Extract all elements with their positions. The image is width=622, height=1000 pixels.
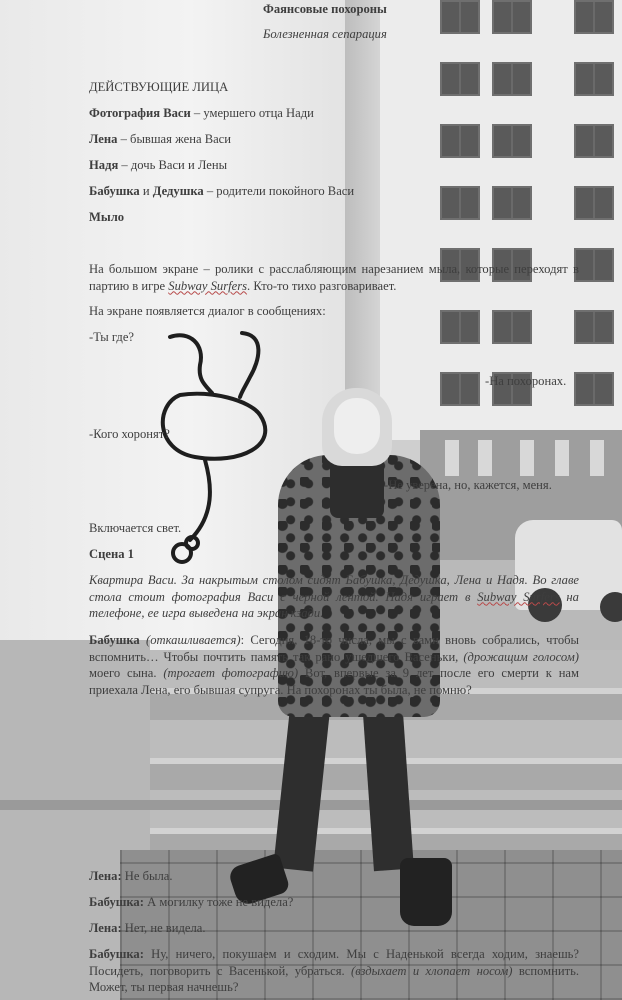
message-left: -Кого хоронят? [89,427,170,441]
speech-text: Вот, впервые за 9 лет после его смерти к нам приехала Лена, его бывшая супруга. На похоронах ты была, не помню? [89,666,579,697]
speech-text: : Сегодня, 18-то числа, мы с вами вновь собрались, чтобы вспомнить… Чтобы почтить память так рано ушедшего Васеньки, [89,633,579,664]
speech-text: вспомнить. Может, ты первая начнешь? [89,963,579,994]
cast-joiner: и [139,184,153,198]
speech-direction: (откашливается) [139,633,241,647]
intro-text: На большом экране – ролики с расслабляющим нарезанием мыла, которые переходят в партию в игре [89,262,579,293]
stage-direction [89,572,579,622]
stage-note: Включается свет. [89,521,182,535]
speech-direction: (дрожащим голосом) [463,649,579,664]
document-subtitle: Болезненная сепарация [263,27,387,41]
cast-item [89,105,314,122]
cast-desc: – дочь Васи и Лены [118,158,228,172]
speaker-name: Бабушка [89,633,140,647]
dialogue-line [89,894,293,911]
cast-desc: – бывшая жена Васи [117,132,232,146]
cast-name: Лена [89,132,118,146]
speech-text: Ну, ничего, покушаем и сходим. Мы с Наденькой всегда ходим, знаешь? Посидеть, поговорить с Васенькой, убраться. [89,947,579,978]
cast-name: Бабушка [89,184,140,198]
cast-desc: – умершего отца Нади [190,106,314,120]
speech-text: моего сына. [89,666,164,680]
cast-name: Фотография Васи [89,106,191,120]
message-left: -Ты где? [89,330,134,344]
cast-item [89,157,227,174]
game-name: Subway Surfers [168,278,248,293]
dialogue-line [89,920,206,937]
cast-item [89,209,124,226]
scene-heading: Сцена 1 [89,547,134,561]
intro-line: На экране появляется диалог в сообщениях: [89,304,326,318]
speech-text: А могилку тоже не видела? [143,895,294,909]
dialogue-line [89,868,173,885]
message-right: -Не уверена, но, кажется, меня. [384,478,552,492]
speech-text: Нет, не видела. [121,921,206,935]
speaker-name: Лена: [89,921,122,935]
speech-direction: (вздыхает и хлопает носом) [351,963,513,978]
dialogue-speech [89,946,579,996]
cast-heading: ДЕЙСТВУЮЩИЕ ЛИЦА [89,80,229,94]
cast-item [89,183,354,200]
speaker-name: Бабушка: [89,895,144,909]
speech-direction: (трогает фотографию) [163,666,299,680]
cast-desc: – родители покойного Васи [203,184,355,198]
cast-item [89,131,231,148]
cast-name: Мыло [89,210,125,224]
cast-name: Дедушка [152,184,204,198]
message-right: -На похоронах. [485,374,567,388]
cast-name: Надя [89,158,119,172]
speaker-name: Бабушка: [89,947,144,961]
speaker-name: Лена: [89,869,122,883]
stage-direction-text: Квартира Васи. За накрытым столом сидят Бабушка, Дедушка, Лена и Надя. Во главе стола стоит фотография Васи с черной лентой. Надя играет в [89,573,579,604]
document-title: Фаянсовые похороны [263,2,387,16]
game-name: Subway Surfers [477,589,560,604]
stage-direction-text: на телефоне, ее игра выведена на экран кзади. [89,589,579,620]
dialogue-speech [89,632,579,698]
intro-paragraph [89,261,579,294]
speech-text: Не была. [121,869,173,883]
intro-text: . Кто-то тихо разговаривает. [247,278,397,293]
